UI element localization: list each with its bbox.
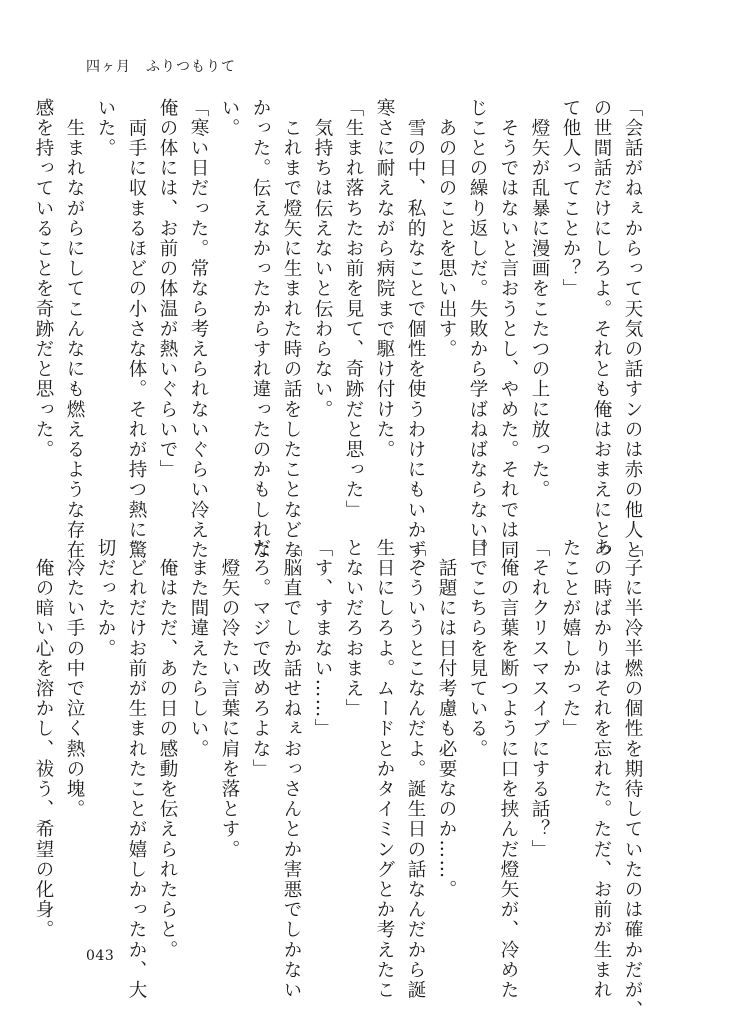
text-line: これまで燈矢に生まれた時の話をしたことなどな bbox=[281, 98, 302, 561]
text-line: 「す、すまない……」 bbox=[312, 538, 333, 739]
text-line: 燈矢の冷たい言葉に肩を落とす。 bbox=[219, 538, 240, 860]
text-line: 切だったか。 bbox=[95, 538, 116, 659]
text-line: 目でこちらを見ている。 bbox=[467, 538, 488, 760]
text-line: 生まれながらにしてこんなにも燃えるような存在 bbox=[64, 98, 85, 561]
text-line: どれだけお前が生まれたことが嬉しかったか、大 bbox=[126, 538, 147, 1001]
text-line: て他人ってことか？」 bbox=[560, 98, 581, 299]
text-line: 「寒い日だった。常なら考えられないぐらい冷えた bbox=[188, 98, 209, 561]
text-line: あの日のことを思い出す。 bbox=[436, 98, 457, 360]
text-line: 冷たい手の中で泣く熱の塊。 bbox=[64, 538, 85, 820]
text-line: じことの繰り返しだ。失敗から学ばねばならない。 bbox=[467, 98, 488, 561]
text-line: 生日にしろよ。ムードとかタイミングとか考えたこ bbox=[374, 538, 395, 1001]
text-line: とないだろおまえ」 bbox=[343, 538, 364, 719]
text-line: 両手に収まるほどの小さな体。それが持つ熱に驚 bbox=[126, 98, 147, 561]
text-block-top bbox=[28, 98, 648, 581]
text-line: 「子に半冷半燃の個性を期待していたのは確かだが、 bbox=[622, 538, 643, 1021]
text-line: 燈矢が乱暴に漫画をこたつの上に放った。 bbox=[529, 98, 550, 500]
text-line: 「会話がねぇからって天気の話すンのは赤の他人と bbox=[622, 98, 643, 561]
text-line: 雪の中、私的なことで個性を使うわけにもいかず、 bbox=[405, 98, 426, 581]
text-line: また間違えたらしい。 bbox=[188, 538, 209, 760]
page-number: 043 bbox=[86, 948, 115, 964]
text-line: かった。伝えなかったからすれ違ったのかもしれな bbox=[250, 98, 271, 561]
text-line: 俺の言葉を断つように口を挟んだ燈矢が、冷めた bbox=[498, 538, 519, 1001]
text-line: 俺はただ、あの日の感動を伝えられたらと。 bbox=[157, 538, 178, 961]
text-line: 俺の体には、お前の体温が熱いぐらいで」 bbox=[157, 98, 178, 480]
running-header: 四ヶ月 ふりつもりて bbox=[86, 59, 236, 75]
text-line: だろ。マジで改めろよな」 bbox=[250, 538, 271, 780]
text-line: 「脳直でしか話せねぇおっさんとか害悪でしかない bbox=[281, 538, 302, 1001]
text-line: あの時ばかりはそれを忘れた。ただ、お前が生まれ bbox=[591, 538, 612, 1001]
text-line: 気持ちは伝えないと伝わらない。 bbox=[312, 98, 333, 420]
text-line: いた。 bbox=[95, 98, 116, 159]
text-line: 感を持っていることを奇跡だと思った。 bbox=[33, 98, 54, 460]
text-line: たことが嬉しかった」 bbox=[560, 538, 581, 739]
text-line: い。 bbox=[219, 98, 240, 139]
text-line: 話題には日付考慮も必要なのか……。 bbox=[436, 538, 457, 900]
text-line: そうではないと言おうとし、やめた。それでは同 bbox=[498, 98, 519, 561]
text-line: の世間話だけにしろよ。それとも俺はおまえにとっ bbox=[591, 98, 612, 561]
text-line: 「そういうとこなんだよ。誕生日の話なんだから誕 bbox=[405, 538, 426, 1001]
text-line: 寒さに耐えながら病院まで駆け付けた。 bbox=[374, 98, 395, 460]
text-line: 俺の暗い心を溶かし、祓う、希望の化身。 bbox=[33, 538, 54, 940]
text-line: 「生まれ落ちたお前を見て、奇跡だと思った」 bbox=[343, 98, 364, 521]
text-line: 「それクリスマスイブにする話？」 bbox=[529, 538, 550, 860]
